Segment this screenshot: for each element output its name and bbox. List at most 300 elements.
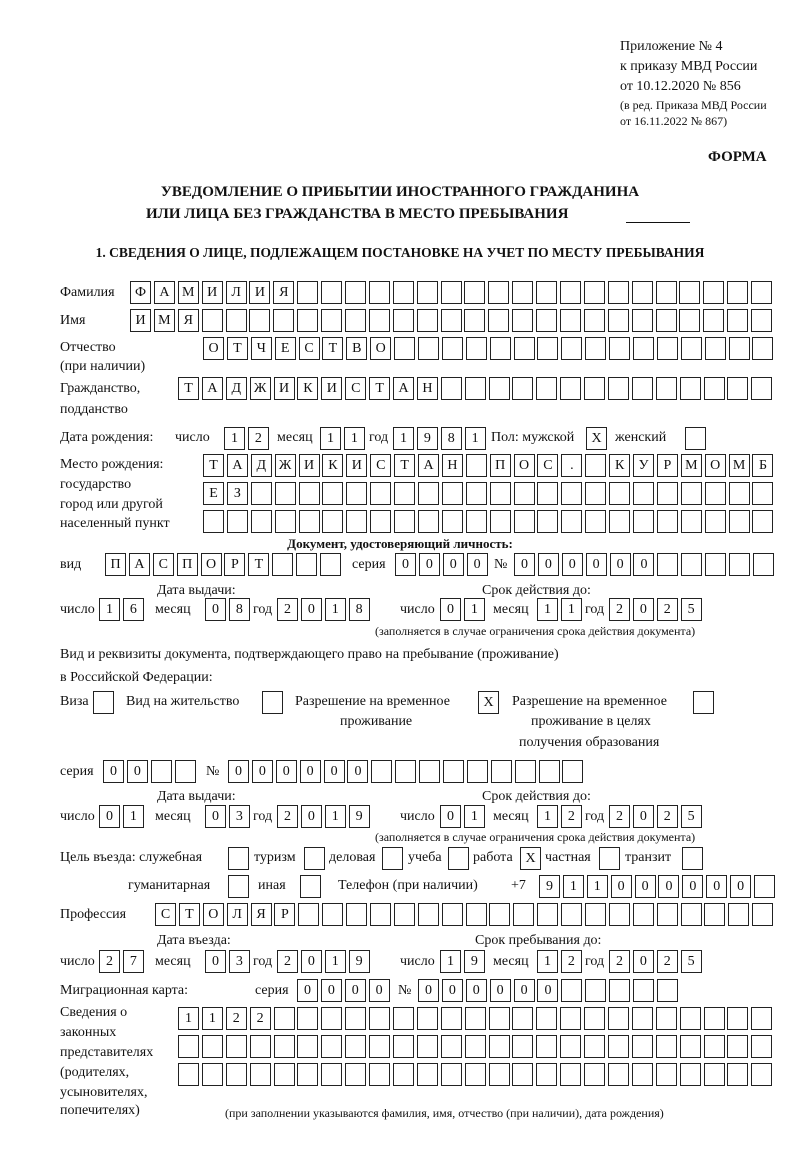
char-box bbox=[704, 1063, 725, 1086]
char-box bbox=[419, 760, 440, 783]
char-box: С bbox=[537, 454, 558, 477]
char-box bbox=[228, 847, 249, 870]
char-box: 0 bbox=[324, 760, 345, 783]
stay-series-label: серия bbox=[60, 764, 94, 779]
char-box bbox=[609, 510, 630, 533]
char-box: 1 bbox=[224, 427, 245, 450]
char-box: А bbox=[227, 454, 248, 477]
char-box: 0 bbox=[514, 553, 535, 576]
char-box bbox=[393, 1035, 414, 1058]
char-box bbox=[370, 903, 391, 926]
char-box: О bbox=[370, 337, 391, 360]
char-box bbox=[203, 510, 224, 533]
sex-male-checkbox bbox=[586, 427, 607, 450]
char-box: К bbox=[609, 454, 630, 477]
char-box bbox=[704, 1035, 725, 1058]
char-box bbox=[584, 377, 605, 400]
char-box: 0 bbox=[395, 553, 416, 576]
char-box bbox=[584, 1063, 605, 1086]
char-box bbox=[249, 309, 270, 332]
purpose-humanitarian-checkbox bbox=[228, 875, 249, 898]
purpose-label: Цель въезда: служебная bbox=[60, 850, 203, 865]
char-box: Н bbox=[442, 454, 463, 477]
stay-issue-day-label: число bbox=[60, 809, 95, 824]
char-box: 0 bbox=[633, 950, 654, 973]
char-box: 0 bbox=[490, 979, 511, 1002]
char-box bbox=[226, 1035, 247, 1058]
char-box bbox=[608, 281, 629, 304]
char-box bbox=[299, 510, 320, 533]
mc-number-label: № bbox=[398, 983, 412, 998]
char-box: И bbox=[346, 454, 367, 477]
char-box: 2 bbox=[561, 805, 582, 828]
char-box bbox=[202, 1063, 223, 1086]
title-line1: УВЕДОМЛЕНИЕ О ПРИБЫТИИ ИНОСТРАННОГО ГРАЖДАНИНА bbox=[160, 184, 640, 200]
char-box bbox=[561, 510, 582, 533]
char-box bbox=[274, 1007, 295, 1030]
birth-day-boxes bbox=[224, 427, 269, 450]
char-box: А bbox=[393, 377, 414, 400]
birth-place-boxes-2 bbox=[203, 482, 773, 505]
char-box: М bbox=[729, 454, 750, 477]
sex-female-checkbox bbox=[685, 427, 706, 450]
edu-residence-label2: проживание в целях bbox=[531, 714, 651, 729]
form-label: ФОРМА bbox=[708, 149, 767, 165]
char-box: А bbox=[154, 281, 175, 304]
char-box bbox=[561, 979, 582, 1002]
stay-doc-label: Вид и реквизиты документа, подтверждающего право на пребывание (проживание) bbox=[60, 647, 559, 662]
stay-number-label: № bbox=[206, 764, 220, 779]
char-box bbox=[441, 1035, 462, 1058]
char-box bbox=[585, 979, 606, 1002]
char-box bbox=[512, 1063, 533, 1086]
char-box bbox=[752, 482, 773, 505]
char-box bbox=[729, 482, 750, 505]
char-box bbox=[394, 903, 415, 926]
char-box bbox=[560, 281, 581, 304]
char-box: К bbox=[322, 454, 343, 477]
char-box bbox=[345, 309, 366, 332]
char-box bbox=[656, 1007, 677, 1030]
char-box: 1 bbox=[537, 598, 558, 621]
char-box bbox=[275, 510, 296, 533]
id-issue-month-label: месяц bbox=[155, 602, 191, 617]
char-box: 0 bbox=[466, 979, 487, 1002]
char-box bbox=[608, 309, 629, 332]
char-box bbox=[515, 760, 536, 783]
char-box bbox=[632, 281, 653, 304]
migration-card-label: Миграционная карта: bbox=[60, 983, 189, 998]
char-box bbox=[369, 1007, 390, 1030]
char-box bbox=[441, 377, 462, 400]
char-box: 0 bbox=[658, 875, 679, 898]
id-doc-heading: Документ, удостоверяющий личность: bbox=[287, 536, 513, 551]
char-box bbox=[537, 510, 558, 533]
char-box: 0 bbox=[514, 979, 535, 1002]
char-box: 1 bbox=[465, 427, 486, 450]
reps-label-6: попечителях) bbox=[60, 1103, 140, 1118]
char-box: 0 bbox=[706, 875, 727, 898]
char-box bbox=[370, 510, 391, 533]
char-box bbox=[585, 510, 606, 533]
char-box: 1 bbox=[123, 805, 144, 828]
char-box bbox=[442, 337, 463, 360]
stay-issue-day-boxes bbox=[99, 805, 144, 828]
char-box bbox=[178, 1035, 199, 1058]
char-box: Т bbox=[248, 553, 269, 576]
char-box bbox=[585, 903, 606, 926]
char-box: Т bbox=[394, 454, 415, 477]
char-box bbox=[321, 281, 342, 304]
char-box: И bbox=[130, 309, 151, 332]
char-box bbox=[151, 760, 172, 783]
stay-valid-year-label: год bbox=[585, 809, 605, 824]
char-box bbox=[728, 903, 749, 926]
char-box bbox=[561, 482, 582, 505]
char-box: З bbox=[227, 482, 248, 505]
reps-label-1: Сведения о bbox=[60, 1005, 128, 1020]
purpose-other-checkbox bbox=[300, 875, 321, 898]
char-box: 2 bbox=[561, 950, 582, 973]
char-box: 0 bbox=[440, 805, 461, 828]
stay-issue-label: Дата выдачи: bbox=[157, 789, 236, 804]
amendment-line1: (в ред. Приказа МВД России bbox=[620, 98, 767, 112]
char-box bbox=[441, 1063, 462, 1086]
char-box bbox=[304, 847, 325, 870]
stay-valid-month-label: месяц bbox=[493, 809, 529, 824]
char-box: Ж bbox=[250, 377, 271, 400]
char-box bbox=[560, 377, 581, 400]
char-box bbox=[448, 847, 469, 870]
study-label: учеба bbox=[408, 850, 442, 865]
sex-label: Пол: мужской bbox=[491, 430, 575, 445]
title-underline bbox=[626, 222, 690, 223]
char-box bbox=[609, 979, 630, 1002]
char-box bbox=[632, 1007, 653, 1030]
char-box bbox=[727, 1007, 748, 1030]
appendix-number: Приложение № 4 bbox=[620, 39, 723, 54]
char-box bbox=[752, 903, 773, 926]
char-box bbox=[632, 309, 653, 332]
char-box: 9 bbox=[349, 950, 370, 973]
char-box bbox=[693, 691, 714, 714]
char-box bbox=[418, 337, 439, 360]
char-box bbox=[752, 510, 773, 533]
char-box: Я bbox=[178, 309, 199, 332]
char-box bbox=[345, 281, 366, 304]
char-box bbox=[297, 281, 318, 304]
char-box: П bbox=[105, 553, 126, 576]
char-box bbox=[300, 875, 321, 898]
char-box: 0 bbox=[538, 553, 559, 576]
char-box bbox=[632, 377, 653, 400]
char-box bbox=[729, 553, 750, 576]
char-box: 2 bbox=[609, 598, 630, 621]
char-box bbox=[228, 875, 249, 898]
char-box: 7 bbox=[123, 950, 144, 973]
phone-label: Телефон (при наличии) bbox=[338, 878, 478, 893]
temp-residence-label: Разрешение на временное bbox=[295, 694, 450, 709]
char-box: 0 bbox=[467, 553, 488, 576]
char-box bbox=[274, 1063, 295, 1086]
id-series-boxes bbox=[395, 553, 488, 576]
char-box bbox=[656, 309, 677, 332]
char-box bbox=[656, 377, 677, 400]
char-box bbox=[512, 309, 533, 332]
char-box: 0 bbox=[633, 553, 654, 576]
stay-issue-year-label: год bbox=[253, 809, 273, 824]
char-box bbox=[751, 1007, 772, 1030]
char-box: 9 bbox=[464, 950, 485, 973]
char-box: 0 bbox=[347, 760, 368, 783]
char-box: 2 bbox=[226, 1007, 247, 1030]
char-box bbox=[417, 309, 438, 332]
char-box bbox=[512, 1007, 533, 1030]
char-box: 2 bbox=[99, 950, 120, 973]
char-box bbox=[704, 903, 725, 926]
char-box: 1 bbox=[320, 427, 341, 450]
char-box: 1 bbox=[563, 875, 584, 898]
char-box: 1 bbox=[464, 805, 485, 828]
char-box bbox=[727, 377, 748, 400]
char-box bbox=[226, 1063, 247, 1086]
settlement-label: населенный пункт bbox=[60, 516, 170, 531]
char-box: С bbox=[370, 454, 391, 477]
entry-month-label: месяц bbox=[155, 954, 191, 969]
id-kind-label: вид bbox=[60, 557, 82, 572]
char-box: 0 bbox=[205, 950, 226, 973]
char-box: 2 bbox=[609, 805, 630, 828]
char-box bbox=[490, 337, 511, 360]
char-box bbox=[322, 903, 343, 926]
char-box bbox=[369, 1035, 390, 1058]
char-box bbox=[727, 309, 748, 332]
char-box bbox=[585, 454, 606, 477]
char-box bbox=[322, 510, 343, 533]
stay-day-label: число bbox=[400, 954, 435, 969]
char-box bbox=[512, 377, 533, 400]
reps-boxes-1 bbox=[178, 1007, 772, 1030]
char-box: 0 bbox=[440, 598, 461, 621]
id-issue-month-boxes bbox=[205, 598, 250, 621]
char-box bbox=[680, 377, 701, 400]
char-box: 1 bbox=[537, 805, 558, 828]
char-box bbox=[536, 1063, 557, 1086]
char-box: X bbox=[478, 691, 499, 714]
char-box bbox=[227, 510, 248, 533]
char-box: 9 bbox=[417, 427, 438, 450]
char-box bbox=[417, 281, 438, 304]
char-box: О bbox=[203, 903, 224, 926]
stay-issue-month-boxes bbox=[205, 805, 250, 828]
id-kind-boxes bbox=[105, 553, 341, 576]
char-box: Б bbox=[752, 454, 773, 477]
citizenship-label: Гражданство, bbox=[60, 381, 141, 396]
char-box bbox=[442, 903, 463, 926]
char-box bbox=[418, 510, 439, 533]
char-box: Р bbox=[657, 454, 678, 477]
transit-label: транзит bbox=[625, 850, 672, 865]
char-box bbox=[297, 309, 318, 332]
residence-permit-label: Вид на жительство bbox=[126, 694, 240, 709]
char-box bbox=[704, 377, 725, 400]
char-box: 0 bbox=[127, 760, 148, 783]
char-box bbox=[465, 1007, 486, 1030]
char-box: П bbox=[490, 454, 511, 477]
id-valid-day-label: число bbox=[400, 602, 435, 617]
tourism-label: туризм bbox=[254, 850, 296, 865]
char-box: 9 bbox=[539, 875, 560, 898]
char-box bbox=[443, 760, 464, 783]
char-box: 2 bbox=[248, 427, 269, 450]
id-issue-year-boxes bbox=[277, 598, 370, 621]
char-box: 9 bbox=[349, 805, 370, 828]
char-box bbox=[299, 482, 320, 505]
purpose-business-checkbox bbox=[382, 847, 403, 870]
char-box bbox=[93, 691, 114, 714]
stay-month-boxes bbox=[537, 950, 582, 973]
char-box bbox=[369, 309, 390, 332]
char-box: Л bbox=[226, 281, 247, 304]
entry-year-label: год bbox=[253, 954, 273, 969]
char-box: 0 bbox=[300, 760, 321, 783]
char-box bbox=[345, 1063, 366, 1086]
char-box: И bbox=[202, 281, 223, 304]
char-box bbox=[585, 482, 606, 505]
char-box: И bbox=[321, 377, 342, 400]
char-box bbox=[536, 1007, 557, 1030]
char-box: Е bbox=[275, 337, 296, 360]
id-valid-label: Срок действия до: bbox=[482, 583, 591, 598]
char-box bbox=[369, 281, 390, 304]
stay-issue-year-boxes bbox=[277, 805, 370, 828]
char-box: 6 bbox=[123, 598, 144, 621]
char-box bbox=[298, 903, 319, 926]
char-box: Т bbox=[179, 903, 200, 926]
char-box: 2 bbox=[277, 805, 298, 828]
visa-checkbox bbox=[93, 691, 114, 714]
char-box: О bbox=[705, 454, 726, 477]
char-box bbox=[536, 1035, 557, 1058]
char-box: 0 bbox=[682, 875, 703, 898]
char-box: Я bbox=[251, 903, 272, 926]
char-box bbox=[561, 337, 582, 360]
char-box bbox=[251, 510, 272, 533]
char-box bbox=[656, 281, 677, 304]
char-box: 0 bbox=[369, 979, 390, 1002]
char-box bbox=[751, 309, 772, 332]
char-box: Т bbox=[322, 337, 343, 360]
char-box bbox=[466, 903, 487, 926]
patronymic-boxes bbox=[203, 337, 773, 360]
entry-year-boxes bbox=[277, 950, 370, 973]
char-box bbox=[680, 1007, 701, 1030]
edu-residence-label: Разрешение на временное bbox=[512, 694, 667, 709]
patronymic-label: Отчество bbox=[60, 340, 116, 355]
char-box bbox=[417, 1063, 438, 1086]
char-box: 0 bbox=[301, 805, 322, 828]
citizenship-label2: подданство bbox=[60, 402, 128, 417]
stay-month-label: месяц bbox=[493, 954, 529, 969]
char-box: 0 bbox=[345, 979, 366, 1002]
id-number-label: № bbox=[494, 557, 508, 572]
char-box bbox=[633, 903, 654, 926]
char-box bbox=[202, 1035, 223, 1058]
char-box bbox=[752, 337, 773, 360]
business-label: деловая bbox=[329, 850, 376, 865]
char-box: С bbox=[299, 337, 320, 360]
char-box: О bbox=[514, 454, 535, 477]
id-issue-day-boxes bbox=[99, 598, 144, 621]
char-box bbox=[466, 454, 487, 477]
char-box bbox=[442, 510, 463, 533]
char-box: 0 bbox=[611, 875, 632, 898]
char-box: О bbox=[203, 337, 224, 360]
char-box: 1 bbox=[464, 598, 485, 621]
char-box bbox=[418, 482, 439, 505]
char-box: 0 bbox=[301, 950, 322, 973]
char-box bbox=[703, 309, 724, 332]
char-box bbox=[609, 337, 630, 360]
char-box bbox=[417, 1035, 438, 1058]
char-box bbox=[536, 309, 557, 332]
char-box: 0 bbox=[610, 553, 631, 576]
char-box: И bbox=[249, 281, 270, 304]
char-box bbox=[657, 979, 678, 1002]
reps-label-5: усыновителях, bbox=[60, 1085, 148, 1100]
char-box bbox=[681, 903, 702, 926]
char-box: 0 bbox=[537, 979, 558, 1002]
char-box: Д bbox=[251, 454, 272, 477]
char-box bbox=[488, 309, 509, 332]
char-box bbox=[560, 1007, 581, 1030]
char-box: А bbox=[202, 377, 223, 400]
reps-label-3: представителях bbox=[60, 1045, 154, 1060]
char-box bbox=[251, 482, 272, 505]
char-box bbox=[442, 482, 463, 505]
char-box bbox=[465, 1063, 486, 1086]
char-box: 2 bbox=[657, 598, 678, 621]
char-box bbox=[560, 1063, 581, 1086]
char-box bbox=[250, 1035, 271, 1058]
char-box bbox=[273, 309, 294, 332]
char-box bbox=[489, 1035, 510, 1058]
patronymic-note: (при наличии) bbox=[60, 359, 146, 374]
char-box: 5 bbox=[681, 598, 702, 621]
char-box: X bbox=[586, 427, 607, 450]
char-box: Ф bbox=[130, 281, 151, 304]
char-box bbox=[489, 1063, 510, 1086]
char-box bbox=[657, 903, 678, 926]
entry-day-boxes bbox=[99, 950, 144, 973]
order-date: от 10.12.2020 № 856 bbox=[620, 79, 741, 94]
phone-prefix: +7 bbox=[511, 878, 526, 893]
id-valid-note: (заполняется в случае ограничения срока действия документа) bbox=[375, 624, 696, 638]
char-box: Л bbox=[227, 903, 248, 926]
char-box bbox=[633, 979, 654, 1002]
char-box bbox=[513, 903, 534, 926]
title-line2: ИЛИ ЛИЦА БЕЗ ГРАЖДАНСТВА В МЕСТО ПРЕБЫВАНИЯ bbox=[146, 206, 569, 222]
char-box bbox=[394, 482, 415, 505]
id-issue-year-label: год bbox=[253, 602, 273, 617]
char-box: Д bbox=[226, 377, 247, 400]
char-box bbox=[394, 337, 415, 360]
char-box bbox=[633, 482, 654, 505]
citizenship-boxes bbox=[178, 377, 772, 400]
purpose-tourism-checkbox bbox=[304, 847, 325, 870]
char-box bbox=[441, 309, 462, 332]
char-box: Ж bbox=[275, 454, 296, 477]
